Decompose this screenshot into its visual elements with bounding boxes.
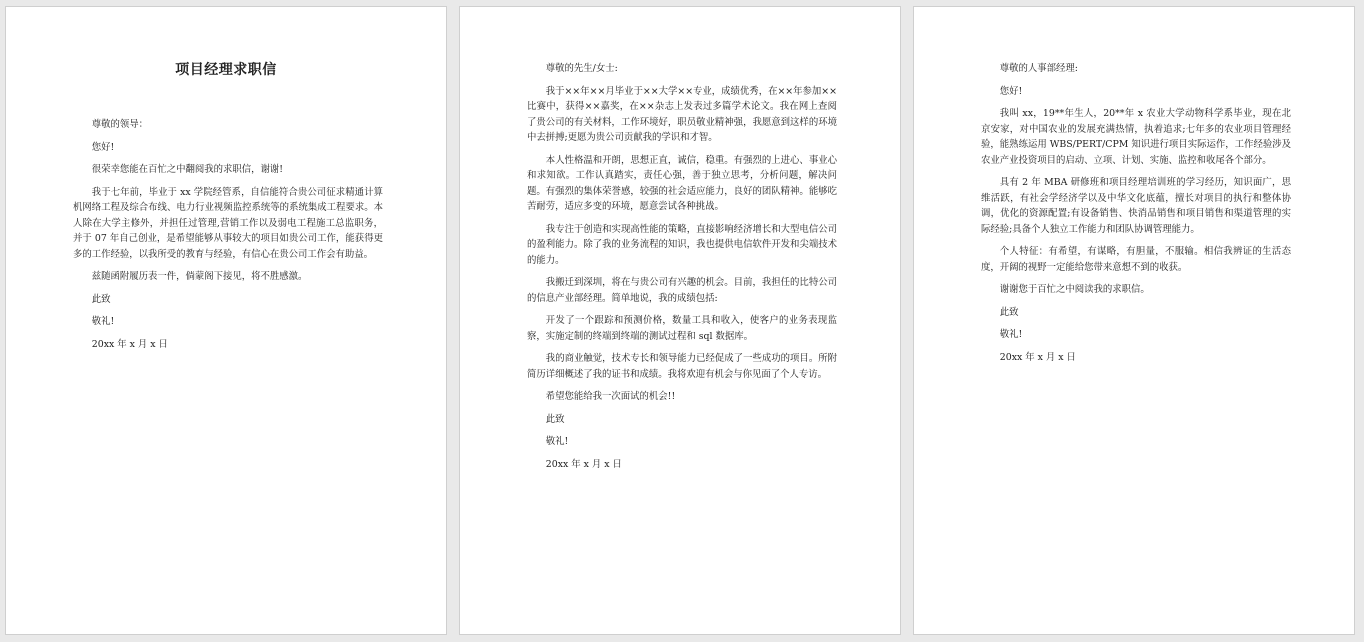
closing-line: 此致 [999,306,1019,318]
closing-line: 此致 [545,413,565,425]
paragraph: 兹随函附履历表一件，倘蒙阁下接见，将不胜感激。 [91,271,308,282]
paragraph: 很荣幸您能在百忙之中翻阅我的求职信，谢谢! [91,164,284,175]
document-page-2 [459,6,901,635]
letter-body [73,117,383,359]
closing-line: 此致 [91,293,111,305]
greeting: 尊敬的先生/女士: [545,63,618,74]
paragraph: 具有 2 年 MBA 研修班和项目经理培训班的学习经历，知识面广，思维活跃，有社会学经济学以及中华文化底蕴，擅长对项目的执行和整体协调，优化的资源配置;有设备销售、快消品销售和项目销售和渠道管理的实际经验;具备个人独立工作能力和团队协调管理能力。 [981,177,1291,235]
paragraph: 我的商业触觉，技术专长和领导能力已经促成了一些成功的项目。所附简历详细概述了我的证书和成绩。我将欢迎有机会与你见面了个人专访。 [527,353,837,380]
paragraph: 我搬迁到深圳，将在与贵公司有兴趣的机会。目前，我担任的比特公司的信息产业部经理。简单地说，我的成绩包括: [527,277,837,304]
paragraph: 个人特征：有希望，有谋略，有胆量，不服输。相信我辨证的生活态度，开阔的视野一定能给您带来意想不到的收获。 [981,246,1291,273]
paragraph: 我于××年××月毕业于××大学××专业，成绩优秀，在××年参加××比赛中，获得××嘉奖，在××杂志上发表过多篇学术论文。我在网上查阅了贵公司的有关材料，工作环境好，职员敬业精神强，我愿意到这样的环境中去拼搏;更愿为贵公司贡献我的学识和才智。 [527,85,837,143]
page-title: 项目经理求职信 [175,62,277,78]
letter-date: 20xx 年 x 月 x 日 [91,338,168,350]
paragraph: 本人性格温和开朗，思想正直，诚信，稳重。有强烈的上进心、事业心和求知欲。工作认真踏实，责任心强，善于独立思考，分析问题，解决问题。有强烈的集体荣誉感，较强的社会适应能力，良好的团队精神。能够吃苦耐劳，适应多变的环境，愿意尝试各种挑战。 [527,154,837,212]
letter-date: 20xx 年 x 月 x 日 [545,458,622,470]
paragraph: 我叫 xx，19**年生人，20**年 x 农业大学动物科学系毕业，现在北京安家，对中国农业的发展充满热情，执着追求;七年多的农业项目管理经验，能熟练运用 WBS/PERT/CPM 知识进行项目实际运作，工作经验涉及农业产业投资项目的启动、立项、计划、实施、监控和收尾各个部分。 [981,108,1291,166]
salutation: 您好! [999,85,1023,97]
document-page-1 [5,6,447,635]
letter-body [981,61,1291,372]
closing-regards: 敬礼! [91,316,115,327]
greeting: 尊敬的领导： [91,119,149,130]
paragraph: 希望您能给我一次面试的机会!! [545,391,676,402]
salutation: 您好! [91,141,115,153]
paragraph: 我于七年前，毕业于 xx 学院经管系，自信能符合贵公司征求精通计算机网络工程及综合布线、电力行业视频监控系统等的系统集成工程要求。本人除在大学主修外，并担任过管理,营销工作以及弱电工程施工总监职务，并于 07 年自己创业，是希望能够从事较大的项目如贵公司工作，能获得更多的工作经验，以我所受的教育与经验，有信心在贵公司工作会有助益。 [73,186,383,260]
paragraph: 开发了一个跟踪和预测价格，数量工具和收入，使客户的业务表现监察，实施定制的终端到终端的测试过程和 sql 数据库。 [527,315,837,342]
paragraph: 谢谢您于百忙之中阅读我的求职信。 [999,284,1150,295]
closing-regards: 敬礼! [999,329,1023,340]
paragraph: 我专注于创造和实现高性能的策略，直接影响经济增长和大型电信公司的盈利能力。除了我的业务流程的知识，我也提供电信软件开发和尖端技术的能力。 [527,223,837,266]
greeting: 尊敬的人事部经理: [999,63,1078,74]
document-page-3 [913,6,1355,635]
letter-date: 20xx 年 x 月 x 日 [999,351,1076,363]
letter-body [527,61,837,479]
closing-regards: 敬礼! [545,436,569,447]
